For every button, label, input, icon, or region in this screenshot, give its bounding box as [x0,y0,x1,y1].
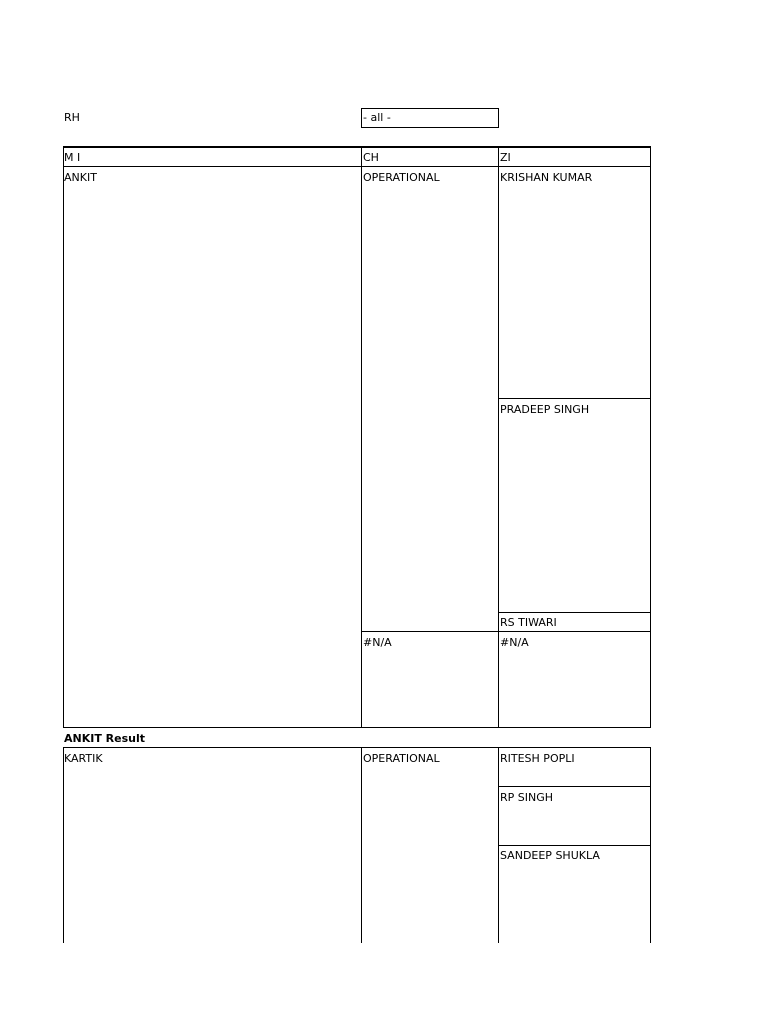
ch-cell-operational: OPERATIONAL [363,171,440,184]
zi-cell-na: #N/A [500,636,529,649]
zi-cell-krishan-kumar: KRISHAN KUMAR [500,171,593,184]
zi-cell-rp-singh: RP SINGH [500,791,554,804]
filter-label: RH [64,111,80,124]
header-bottom-border [63,166,651,167]
g2-col-line-left [63,747,64,943]
g2-zi-row-divider-1 [498,786,651,787]
col-line-mi-ch [361,146,362,728]
g2-zi-row-divider-2 [498,845,651,846]
col-line-right [650,146,651,728]
group1-bottom-border [63,727,651,728]
column-header-ch: CH [363,151,379,164]
ch-cell-operational-2: OPERATIONAL [363,752,440,765]
group2-top-border [63,747,651,748]
zi-row-divider-2 [498,612,651,613]
zi-cell-sandeep-shukla: SANDEEP SHUKLA [500,849,600,862]
zi-cell-rs-tiwari: RS TIWARI [500,616,557,629]
ch-row-divider-1 [361,631,651,632]
filter-value: - all - [363,111,391,124]
zi-cell-pradeep-singh: PRADEEP SINGH [500,403,590,416]
mi-cell-ankit: ANKIT [64,171,97,184]
g2-col-line-mi-ch [361,747,362,943]
column-header-zi: ZI [500,151,511,164]
zi-row-divider-1 [498,398,651,399]
mi-cell-kartik: KARTIK [64,752,103,765]
zi-cell-ritesh-popli: RITESH POPLI [500,752,575,765]
ch-cell-na: #N/A [363,636,392,649]
filter-dropdown[interactable] [361,108,499,128]
column-header-mi: M I [64,151,81,164]
table-top-border [63,146,651,148]
subtotal-label-ankit: ANKIT Result [64,732,146,745]
col-line-ch-zi [498,146,499,728]
col-line-left [63,146,64,728]
